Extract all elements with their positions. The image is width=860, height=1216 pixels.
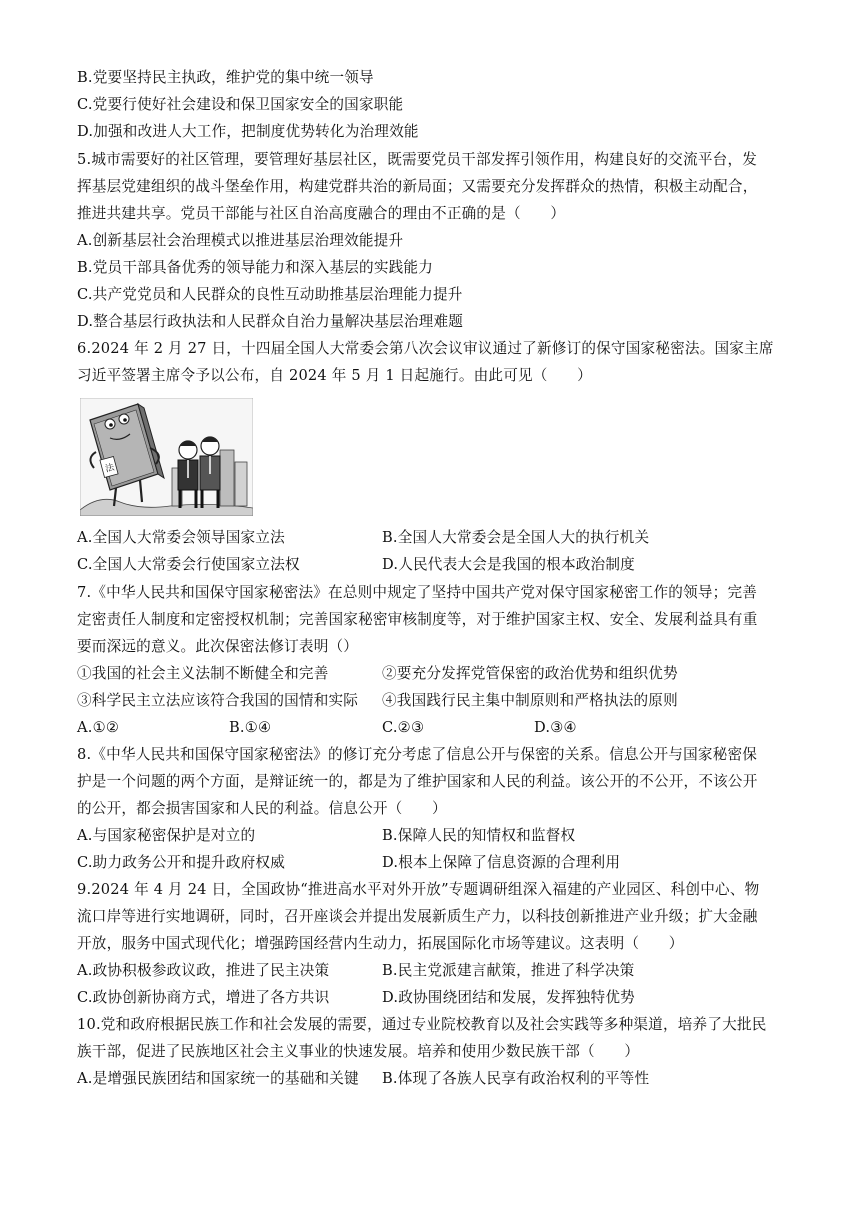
q5-option-c: C.共产党党员和人民群众的良性互动助推基层治理能力提升 — [77, 286, 463, 303]
q6-stem-line-2: 习近平签署主席令予以公布，自 2024 年 5 月 1 日起施行。由此可见（ ） — [77, 367, 592, 384]
q5-stem-line-3: 推进共建共享。党员干部能与社区自治高度融合的理由不正确的是（ ） — [77, 205, 566, 222]
law-book-cartoon-icon — [80, 398, 253, 516]
q9-stem-line-1: 9.2024 年 4 月 24 日，全国政协“推进高水平对外开放”专题调研组深入福建的产业园区、科创中心、物 — [77, 881, 760, 898]
cartoon-illustration — [80, 398, 253, 516]
q7-option-d: D.③④ — [534, 719, 577, 736]
q7-option-a: A.①② — [77, 719, 120, 736]
q4-option-d: D.加强和改进人大工作，把制度优势转化为治理效能 — [77, 123, 419, 140]
q8-stem-line-3: 的公开，都会损害国家和人民的利益。信息公开（ ） — [77, 800, 447, 817]
q6-stem-line-1: 6.2024 年 2 月 27 日，十四届全国人大常委会第八次会议审议通过了新修订的保守国家秘密法。国家主席 — [77, 340, 774, 357]
q9-option-d: D.政协围绕团结和发展，发挥独特优势 — [382, 989, 635, 1006]
q8-option-b: B.保障人民的知情权和监督权 — [382, 827, 576, 844]
q9-stem-line-3: 开放，服务中国式现代化；增强跨国经营内生动力，拓展国际化市场等建议。这表明（ ） — [77, 935, 684, 952]
q7-stem-line-3: 要而深远的意义。此次保密法修订表明（） — [77, 638, 359, 655]
q9-option-a: A.政协积极参政议政，推进了民主决策 — [77, 962, 330, 979]
q5-option-b: B.党员干部具备优秀的领导能力和深入基层的实践能力 — [77, 259, 434, 276]
q7-stem-line-2: 定密责任人制度和定密授权机制；完善国家秘密审核制度等，对于维护国家主权、安全、发展利益具有重 — [77, 611, 758, 628]
q6-option-a: A.全国人大常委会领导国家立法 — [77, 529, 285, 546]
q7-stem-line-1: 7.《中华人民共和国保守国家秘密法》在总则中规定了坚持中国共产党对保守国家秘密工作的领导；完善 — [77, 584, 758, 601]
q5-stem-line-1: 5.城市需要好的社区管理，要管理好基层社区，既需要党员干部发挥引领作用，构建良好的交流平台，发 — [77, 151, 758, 168]
law-stamp-text: 法 — [104, 462, 116, 475]
q7-statement-3: ③科学民主立法应该符合我国的国情和实际 — [77, 692, 359, 709]
q5-option-d: D.整合基层行政执法和人民群众自治力量解决基层治理难题 — [77, 313, 464, 330]
q9-option-c: C.政协创新协商方式，增进了各方共识 — [77, 989, 330, 1006]
q5-option-a: A.创新基层社会治理模式以推进基层治理效能提升 — [77, 232, 404, 249]
q6-option-c: C.全国人大常委会行使国家立法权 — [77, 556, 300, 573]
q8-stem-line-2: 护是一个问题的两个方面，是辩证统一的，都是为了维护国家和人民的利益。该公开的不公开，不该公开 — [77, 773, 758, 790]
q8-option-d: D.根本上保障了信息资源的合理利用 — [382, 854, 621, 871]
q5-stem-line-2: 挥基层党建组织的战斗堡垒作用，构建党群共治的新局面；又需要充分发挥群众的热情，积极主动配合， — [77, 178, 758, 195]
q10-option-b: B.体现了各族人民享有政治权利的平等性 — [382, 1070, 650, 1087]
q6-option-d: D.人民代表大会是我国的根本政治制度 — [382, 556, 635, 573]
q10-stem-line-2: 族干部，促进了民族地区社会主义事业的快速发展。培养和使用少数民族干部（ ） — [77, 1043, 640, 1060]
q4-option-b: B.党要坚持民主执政，维护党的集中统一领导 — [77, 69, 374, 86]
q6-option-b: B.全国人大常委会是全国人大的执行机关 — [382, 529, 650, 546]
q9-stem-line-2: 流口岸等进行实地调研，同时，召开座谈会并提出发展新质生产力，以科技创新推进产业升级；扩大金融 — [77, 908, 758, 925]
q8-option-a: A.与国家秘密保护是对立的 — [77, 827, 256, 844]
q9-option-b: B.民主党派建言献策，推进了科学决策 — [382, 962, 635, 979]
q7-statement-1: ①我国的社会主义法制不断健全和完善 — [77, 665, 329, 682]
q8-option-c: C.助力政务公开和提升政府权威 — [77, 854, 286, 871]
q7-statement-2: ②要充分发挥党管保密的政治优势和组织优势 — [382, 665, 678, 682]
q7-option-b: B.①④ — [229, 719, 272, 736]
q7-statement-4: ④我国践行民主集中制原则和严格执法的原则 — [382, 692, 678, 709]
q8-stem-line-1: 8.《中华人民共和国保守国家秘密法》的修订充分考虑了信息公开与保密的关系。信息公开与国家秘密保 — [77, 746, 758, 763]
q10-option-a: A.是增强民族团结和国家统一的基础和关键 — [77, 1070, 359, 1087]
q7-option-c: C.②③ — [382, 719, 425, 736]
q10-stem-line-1: 10.党和政府根据民族工作和社会发展的需要，通过专业院校教育以及社会实践等多种渠道，培养了大批民 — [77, 1016, 767, 1033]
q4-option-c: C.党要行使好社会建设和保卫国家安全的国家职能 — [77, 96, 404, 113]
